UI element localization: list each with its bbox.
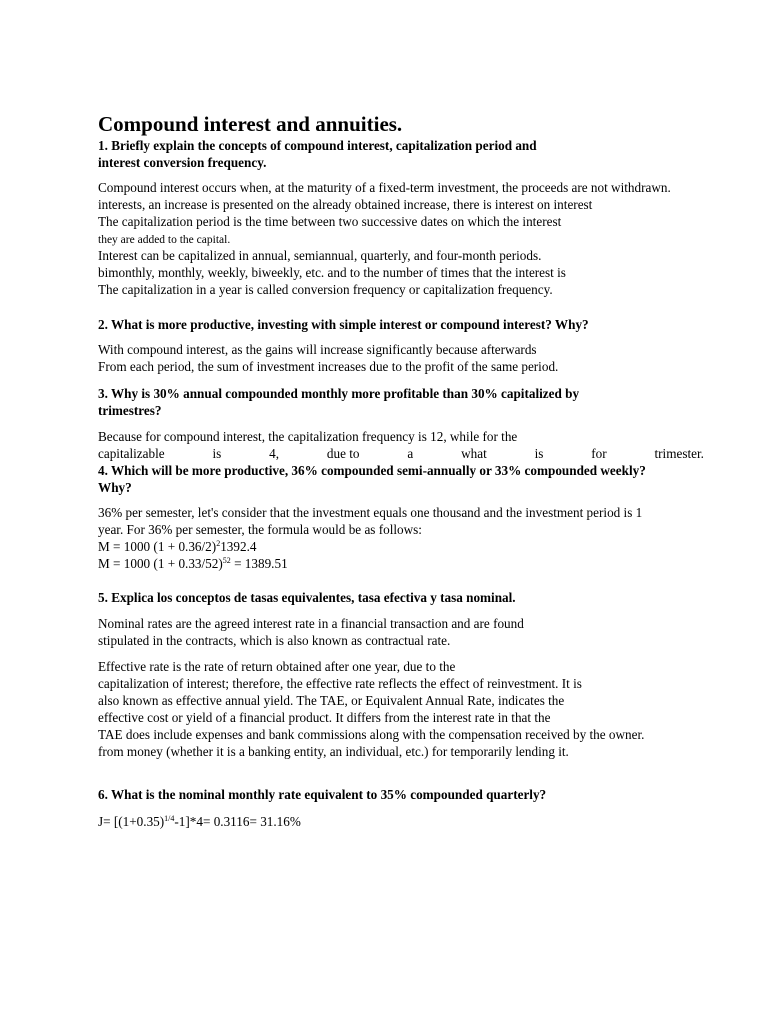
answer-3-line-1: Because for compound interest, the capitalization frequency is 12, while for the — [98, 429, 518, 444]
formula-2-result: = 1389.51 — [230, 556, 288, 571]
answer-1-line-2: interests, an increase is presented on the already obtained increase, there is interest on interest — [98, 197, 593, 212]
answer-1-line-6: bimonthly, monthly, weekly, biweekly, etc. and to the number of times that the interest is — [98, 265, 566, 280]
document-title: Compound interest and annuities. — [98, 112, 403, 136]
formula-weekly — [98, 556, 288, 572]
formula-6-result: -1]*4= 0.3116= 31.16% — [174, 814, 301, 829]
answer-1-line-3: The capitalization period is the time between two successive dates on which the interest — [98, 214, 562, 229]
formula-6-exponent: 1/4 — [164, 814, 175, 823]
answer-3-word: capitalizable — [98, 446, 165, 461]
answer-2-line-1: With compound interest, as the gains will increase significantly because afterwards — [98, 342, 537, 357]
answer-3-word: a — [407, 446, 414, 461]
question-3-line-2: trimestres? — [98, 403, 162, 418]
formula-1-result: 1392.4 — [220, 539, 257, 554]
formula-2-exponent: 52 — [222, 556, 231, 565]
answer-3-word: for — [591, 446, 607, 461]
question-4-line-1: 4. Which will be more productive, 36% compounded semi-annually or 33% compounded weekly? — [98, 463, 646, 478]
answer-5b-line-1: Effective rate is the rate of return obtained after one year, due to the — [98, 659, 456, 674]
question-1-line-1 — [98, 138, 625, 154]
answer-5b-line-3: also known as effective annual yield. The TAE, or Equivalent Annual Rate, indicates the — [98, 693, 565, 708]
question-5: 5. Explica los conceptos de tasas equivalentes, tasa efectiva y tasa nominal. — [98, 590, 516, 605]
answer-2-line-2: From each period, the sum of investment increases due to the profit of the same period. — [98, 359, 559, 374]
answer-1-line-1: Compound interest occurs when, at the maturity of a fixed-term investment, the proceeds are not withdrawn. — [98, 180, 671, 195]
question-6: 6. What is the nominal monthly rate equivalent to 35% compounded quarterly? — [98, 787, 547, 802]
answer-4-line-1: 36% per semester, let's consider that the investment equals one thousand and the investment period is 1 — [98, 505, 643, 520]
answer-3-word: is — [534, 446, 544, 461]
answer-3-line-2 — [98, 446, 704, 462]
formula-semiannual — [98, 539, 256, 555]
answer-3-word: is — [212, 446, 222, 461]
answer-1-line-5: Interest can be capitalized in annual, semiannual, quarterly, and four-month periods. — [98, 248, 542, 263]
question-1-text: 1. Briefly explain the concepts of compound interest, capitalization period and — [98, 138, 537, 153]
answer-1-line-4: they are added to the capital. — [98, 234, 231, 246]
formula-1-exponent: 2 — [216, 539, 221, 548]
answer-3-word: trimester. — [654, 446, 704, 461]
question-3-line-1: 3. Why is 30% annual compounded monthly more profitable than 30% capitalized by — [98, 386, 580, 401]
answer-3-word: 4, — [269, 446, 280, 461]
answer-3-word: what — [461, 446, 487, 461]
question-2: 2. What is more productive, investing with simple interest or compound interest? Why? — [98, 317, 589, 332]
answer-3-word: due to — [326, 446, 360, 461]
answer-5a-line-1: Nominal rates are the agreed interest rate in a financial transaction and are found — [98, 616, 524, 631]
answer-5b-line-4: effective cost or yield of a financial product. It differs from the interest rate in that the — [98, 710, 551, 725]
formula-2-base: M = 1000 (1 + 0.33/52) — [98, 556, 223, 571]
question-4-line-2: Why? — [98, 480, 132, 495]
answer-5b-line-6: from money (whether it is a banking entity, an individual, etc.) for temporarily lending it. — [98, 744, 569, 759]
answer-5b-line-2: capitalization of interest; therefore, the effective rate reflects the effect of reinvestment. It is — [98, 676, 582, 691]
answer-1-line-7: The capitalization in a year is called conversion frequency or capitalization frequency. — [98, 282, 553, 297]
formula-6-base: J= [(1+0.35) — [98, 814, 165, 829]
answer-5a-line-2: stipulated in the contracts, which is also known as contractual rate. — [98, 633, 451, 648]
formula-nominal-monthly — [98, 814, 301, 830]
answer-5b-line-5: TAE does include expenses and bank commissions along with the compensation received by the owner. — [98, 727, 645, 742]
formula-1-base: M = 1000 (1 + 0.36/2) — [98, 539, 217, 554]
question-1-line-2: interest conversion frequency. — [98, 155, 267, 170]
answer-4-line-2: year. For 36% per semester, the formula would be as follows: — [98, 522, 422, 537]
